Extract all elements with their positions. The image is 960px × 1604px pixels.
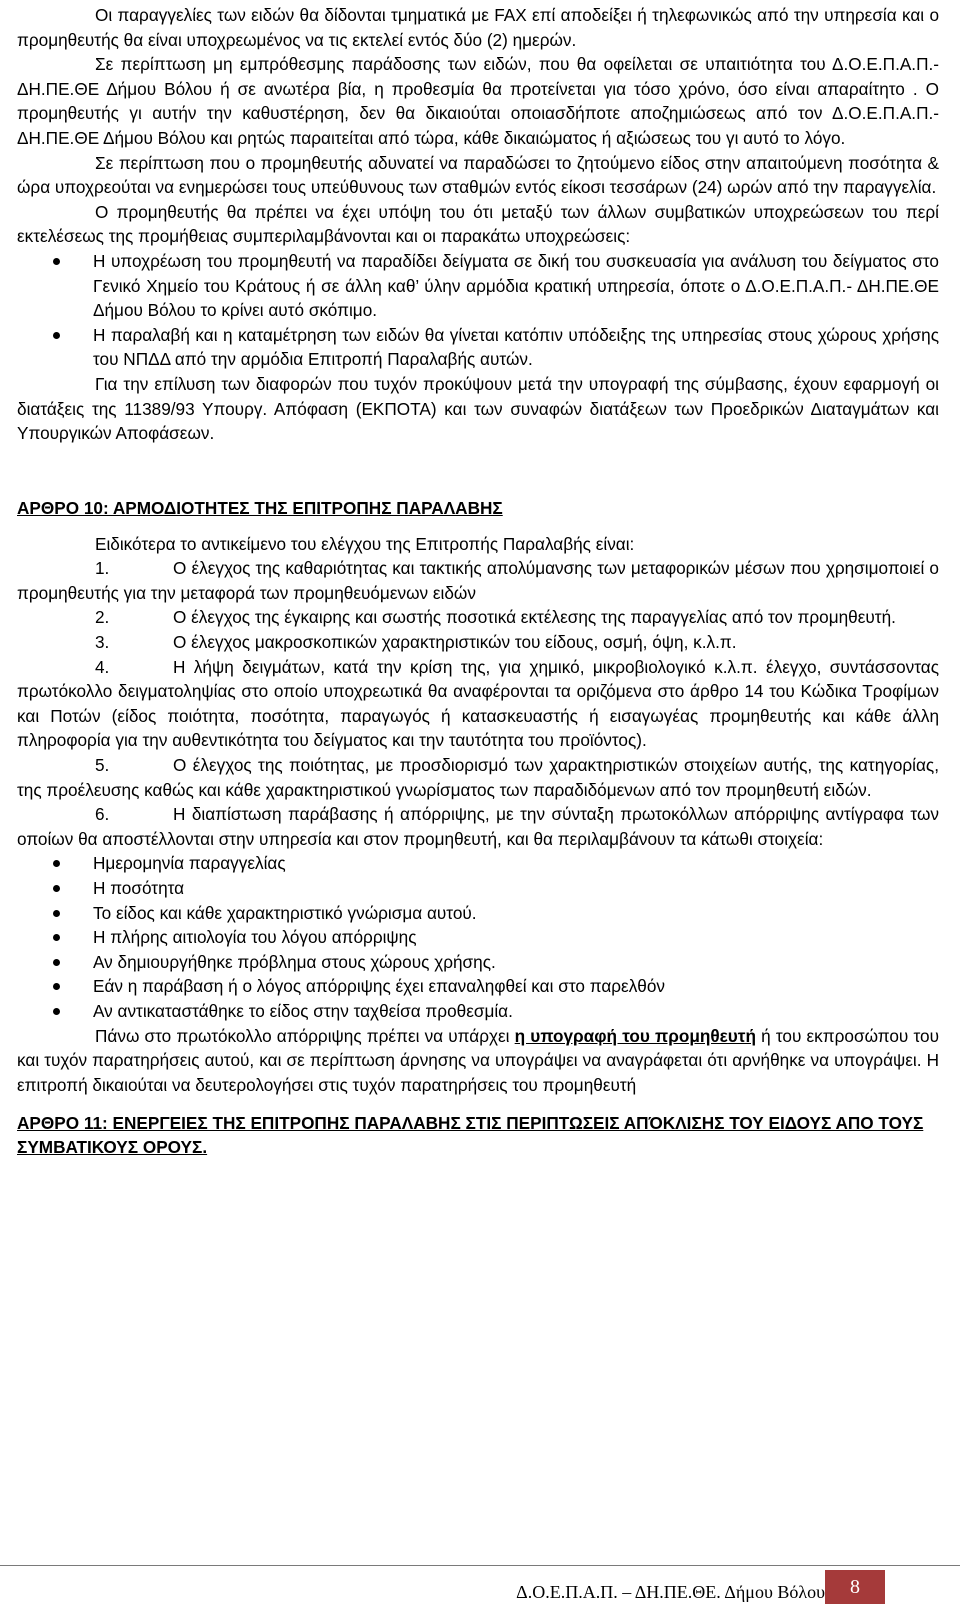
supplier-signature-emphasis: η υπογραφή του προμηθευτή [514, 1025, 756, 1046]
document-body [17, 3, 939, 1159]
bullet-icon [53, 332, 60, 339]
paragraph-obligations: Ο προμηθευτής θα πρέπει να έχει υπόψη του ότι μεταξύ των άλλων συμβατικών υποχρεώσεων του περί εκτελέσεως της προμήθειας συμπεριλαμβάνονται και οι παρακάτω υποχρεώσεις: [17, 201, 939, 247]
obligations-list [17, 249, 939, 372]
bullet-icon [53, 910, 60, 917]
list-item: Η υποχρέωση του προμηθευτή να παραδίδει δείγματα σε δική του συσκευασία για ανάλυση του δείγματος στο Γενικό Χημείο του Κράτους ή σε άλλη καθ’ ύλην αρμόδια κρατική υπηρεσία, όποτε ο Δ.Ο.Ε.Π.Α.Π.- ΔΗ.ΠΕ.ΘΕ Δήμου Βόλου το κρίνει αυτό σκόπιμο. [17, 249, 939, 323]
bullet-icon [53, 1008, 60, 1015]
list-item: Αν δημιουργήθηκε πρόβλημα στους χώρους χρήσης. [17, 950, 939, 975]
paragraph-late-delivery: Σε περίπτωση μη εμπρόθεσμης παράδοσης των ειδών, που θα οφείλεται σε υπαιτιότητα του Δ.Ο.Ε.Π.Α.Π.- ΔΗ.ΠΕ.ΘΕ Δήμου Βόλου ή σε ανωτέρα βία, η προθεσμία θα προτείνεται για τόσο χρόνο, όσο είναι απαραίτητο . Ο προμηθευτής γι αυτήν την καθυστέρηση, δεν θα δικαιούται οποιασδήποτε αποζημιώσεως από τον Δ.Ο.Ε.Π.Α.Π.- ΔΗ.ΠΕ.ΘΕ Δήμου Βόλου και ρητώς παραιτείται από τώρα, κάθε δικαιώματος ή αξιώσεως του γι αυτό το λόγο. [17, 54, 939, 148]
numbered-item: 4. Η λήψη δειγμάτων, κατά την κρίση της, για χημικό, μικροβιολογικό κ.λ.π. έλεγχο, συντάσσοντας πρωτόκολλο δειγματοληψίας στο οποίο υποχρεωτικά θα αναφέρονται τα οριζόμενα στο άρθρο 14 του Κώδικα Τροφίμων και Ποτών (είδος ποιότητα, ποσότητα, παραγωγός ή κατασκευαστής ή εισαγωγέας προμηθευτής και κάθε άλλη πληροφορία για την αυθεντικότητα του δείγματος και την ταυτότητα του προϊόντος). [17, 656, 939, 751]
list-item: Ημερομηνία παραγγελίας [17, 851, 939, 876]
paragraph-signature: Πάνω στο πρωτόκολλο απόρριψης πρέπει να υπάρχει η υπογραφή του προμηθευτή ή του εκπροσώπου του και τυχόν παρατηρήσεις αυτού, και σε περίπτωση άρνησης να υπογράψει να αναγράφεται ότι αρνήθηκε να υπογράψει. Η επιτροπή δικαιούται να δευτερολογήσει στις τυχόν παρατηρήσεις του προμηθευτή [17, 1025, 939, 1095]
list-item: Η παραλαβή και η καταμέτρηση των ειδών θα γίνεται κατόπιν υπόδειξης της υπηρεσίας στους χώρους χρήσης του ΝΠΔΔ από την αρμόδια Επιτροπή Παραλαβής αυτών. [17, 323, 939, 372]
rejection-details-list [17, 851, 939, 1023]
page-number: 8 [825, 1570, 885, 1604]
footer-organization: Δ.Ο.Ε.Π.Α.Π. – ΔΗ.ΠΕ.ΘΕ. Δήμου Βόλου [516, 1582, 825, 1602]
article-10-heading: ΑΡΘΡΟ 10: ΑΡΜΟΔΙΟΤΗΤΕΣ ΤΗΣ ΕΠΙΤΡΟΠΗΣ ΠΑΡΑΛΑΒΗΣ [17, 497, 503, 518]
paragraph-disputes: Για την επίλυση των διαφορών που τυχόν προκύψουν μετά την υπογραφή της σύμβασης, έχουν εφαρμογή οι διατάξεις της 11389/93 Υπουργ. Απόφαση (ΕΚΠΟΤΑ) και των συναφών διατάξεων των Προεδρικών Διαταγμάτων και Υπουργικών Αποφάσεων. [17, 373, 939, 444]
bullet-icon [53, 258, 60, 265]
bullet-icon [53, 959, 60, 966]
bullet-icon [53, 860, 60, 867]
numbered-item: 3. Ο έλεγχος μακροσκοπικών χαρακτηριστικών του είδους, οσμή, όψη, κ.λ.π. [95, 632, 737, 653]
list-item: Η πλήρης αιτιολογία του λόγου απόρριψης [17, 925, 939, 950]
list-item: Το είδος και κάθε χαρακτηριστικό γνώρισμα αυτού. [17, 901, 939, 926]
bullet-icon [53, 983, 60, 990]
article-11-heading: ΑΡΘΡΟ 11: ΕΝΕΡΓΕΙΕΣ ΤΗΣ ΕΠΙΤΡΟΠΗΣ ΠΑΡΑΛΑΒΗΣ ΣΤΙΣ ΠΕΡΙΠΤΩΣΕΙΣ ΑΠΌΚΛΙΣΗΣ ΤΟΥ ΕΙΔΟΥΣ ΑΠΟ ΤΟΥΣ ΣΥΜΒΑΤΙΚΟΥΣ ΟΡΟΥΣ. [17, 1113, 924, 1158]
numbered-item: 5. Ο έλεγχος της ποιότητας, με προσδιορισμό των χαρακτηριστικών στοιχείων αυτής, της κατηγορίας, της προέλευσης καθώς και κάθε χαρακτηριστικού γνωρίσματος των παραδιδόμενων από τον προμηθευτή ειδών. [17, 755, 939, 800]
numbered-item: 6. Η διαπίστωση παράβασης ή απόρριψης, με την σύνταξη πρωτοκόλλων απόρριψης αντίγραφα των οποίων θα αποστέλλονται στην υπηρεσία και στον προμηθευτή, και θα περιλαμβάνουν τα κάτωθι στοιχεία: [17, 804, 939, 849]
bullet-icon [53, 934, 60, 941]
footer-divider [0, 1565, 960, 1566]
article-10-intro: Ειδικότερα το αντικείμενο του ελέγχου της Επιτροπής Παραλαβής είναι: [95, 533, 635, 554]
bullet-icon [53, 885, 60, 892]
list-item: Εάν η παράβαση ή ο λόγος απόρριψης έχει επαναληφθεί και στο παρελθόν [17, 974, 939, 999]
numbered-item: 1. Ο έλεγχος της καθαριότητας και τακτικής απολύμανσης των μεταφορικών μέσων που χρησιμοποιεί ο προμηθευτής για την μεταφορά των προμηθευόμενων ειδών [17, 558, 939, 603]
list-item: Η ποσότητα [17, 876, 939, 901]
paragraph-inability: Σε περίπτωση που ο προμηθευτής αδυνατεί να παραδώσει το ζητούμενο είδος στην απαιτούμενη ποσότητα & ώρα υποχρεούται να ενημερώσει τους υπεύθυνους των σταθμών εντός είκοσι τεσσάρων (24) ωρών από την παραγγελία. [17, 152, 939, 198]
numbered-item: 2. Ο έλεγχος της έγκαιρης και σωστής ποσοτικά εκτέλεσης της παραγγελίας από τον προμηθευτή. [95, 607, 896, 628]
list-item: Αν αντικαταστάθηκε το είδος στην ταχθείσα προθεσμία. [17, 999, 939, 1024]
paragraph-orders: Οι παραγγελίες των ειδών θα δίδονται τμηματικά με FAX επί αποδείξει ή τηλεφωνικώς από την υπηρεσία και ο προμηθευτής θα είναι υποχρεωμένος να τις εκτελεί εντός δύο (2) ημερών. [17, 5, 939, 50]
